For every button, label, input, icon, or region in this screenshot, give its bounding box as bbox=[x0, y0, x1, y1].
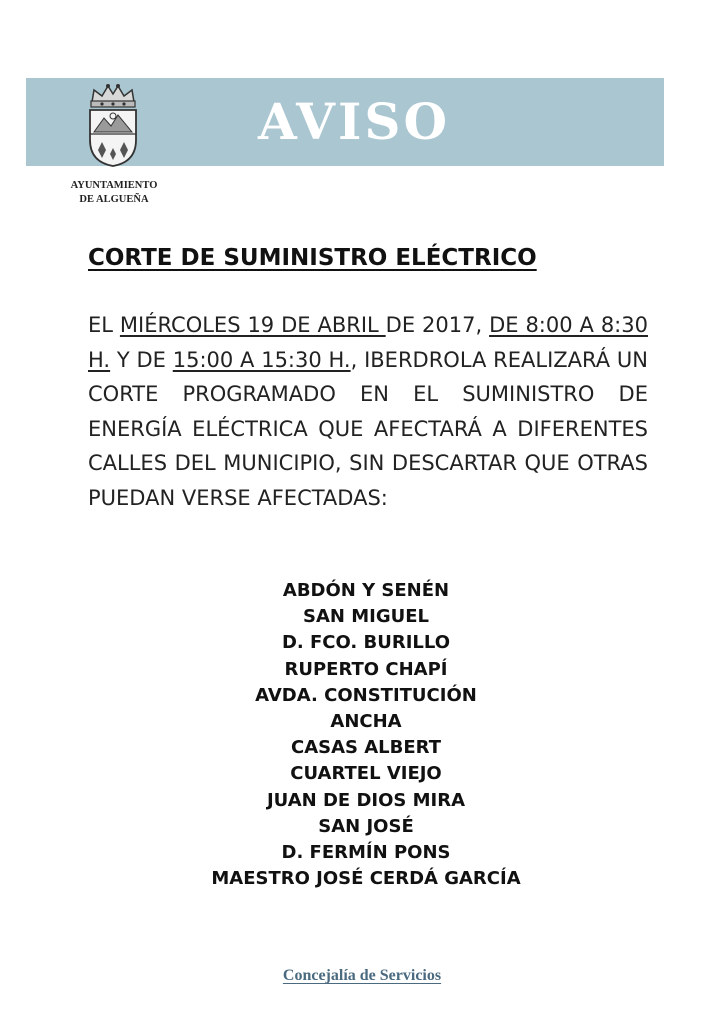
footer-department: Concejalía de Servicios bbox=[282, 967, 442, 984]
street-item: JUAN DE DIOS MIRA bbox=[266, 789, 466, 811]
street-item: AVDA. CONSTITUCIÓN bbox=[255, 684, 477, 706]
street-item: CUARTEL VIEJO bbox=[290, 763, 442, 785]
street-item: ANCHA bbox=[330, 711, 402, 733]
street-item: D. FCO. BURILLO bbox=[281, 632, 451, 654]
street-item: SAN JOSÉ bbox=[318, 815, 414, 837]
notice-headline: CORTE DE SUMINISTRO ELÉCTRICO bbox=[88, 245, 537, 271]
street-item: ABDÓN Y SENÉN bbox=[282, 580, 450, 601]
notice-body bbox=[88, 308, 648, 515]
body-segment-2: DE 2017, bbox=[385, 313, 490, 337]
body-segment-4: , IBERDROLA REALIZARÁ UN CORTE PROGRAMADO EN EL SUMINISTRO DE ENERGÍA ELÉCTRICA QUE AFECTARÁ A DIFERENTES CALLES DEL MUNICIPIO, SIN DESCARTAR QUE OTRAS PUEDAN VERSE AFECTADAS: bbox=[88, 347, 648, 510]
body-segment-3: Y DE bbox=[110, 347, 173, 372]
street-item: CASAS ALBERT bbox=[290, 737, 441, 759]
body-segment-1: EL bbox=[88, 313, 120, 337]
street-item: SAN MIGUEL bbox=[303, 606, 429, 628]
town-name bbox=[60, 179, 168, 207]
street-item: RUPERTO CHAPÍ bbox=[284, 658, 448, 680]
coat-of-arms-icon bbox=[84, 82, 142, 168]
affected-streets-list bbox=[96, 578, 636, 892]
body-time-1: DE 8:00 A 8:30 H. bbox=[88, 313, 648, 372]
town-name-line2: DE ALGUEÑA bbox=[79, 194, 149, 205]
street-item: MAESTRO JOSÉ CERDÁ GARCÍA bbox=[211, 868, 521, 890]
body-date: MIÉRCOLES 19 DE ABRIL bbox=[119, 313, 386, 337]
street-item: D. FERMÍN PONS bbox=[281, 842, 451, 864]
page-title: AVISO bbox=[258, 92, 451, 151]
town-name-line1: AYUNTAMIENTO bbox=[70, 180, 158, 191]
body-time-2: 15:00 A 15:30 H. bbox=[172, 347, 351, 372]
